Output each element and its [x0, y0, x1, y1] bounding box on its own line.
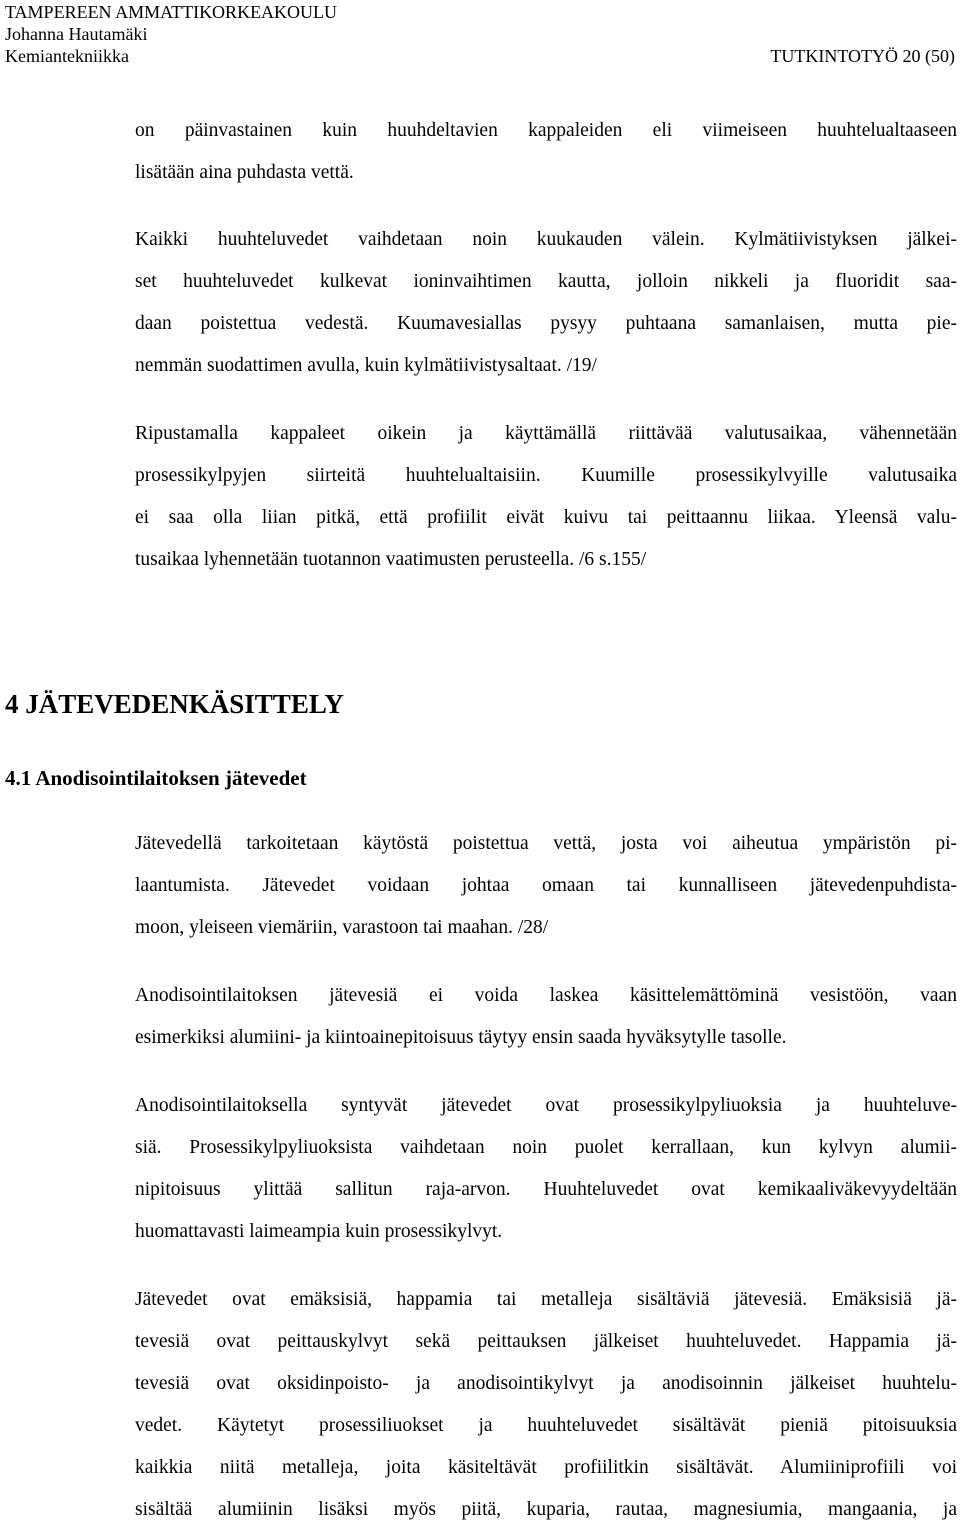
text-line: tusaikaa lyhennetään tuotannon vaatimusten perusteella. /6 s.155/	[135, 549, 647, 570]
text-line: set huuhteluvedet kulkevat ioninvaihtimen kautta, jolloin nikkeli ja fluoridit saa-	[135, 271, 957, 292]
thesis-page-number: TUTKINTOTYÖ 20 (50)	[770, 46, 955, 66]
text-line: Jätevedet ovat emäksisiä, happamia tai metalleja sisältäviä jätevesiä. Emäksisiä jä-	[135, 1289, 957, 1310]
text-line: laantumista. Jätevedet voidaan johtaa omaan tai kunnalliseen jätevedenpuhdista-	[135, 875, 957, 896]
text-line: lisätään aina puhdasta vettä.	[135, 162, 354, 183]
text-line: huomattavasti laimeampia kuin prosessikylvyt.	[135, 1221, 503, 1242]
author-name: Johanna Hautamäki	[5, 24, 148, 44]
text-line: nemmän suodattimen avulla, kuin kylmätiivistysaltaat. /19/	[135, 355, 597, 376]
school-name: TAMPEREEN AMMATTIKORKEAKOULU	[5, 2, 338, 22]
text-line: Jätevedellä tarkoitetaan käytöstä poistettua vettä, josta voi aiheutua ympäristön pi-	[135, 833, 957, 854]
text-line: daan poistettua vedestä. Kuumavesiallas pysyy puhtaana samanlaisen, mutta pie-	[135, 313, 957, 334]
text-line: ei saa olla liian pitkä, että profiilit eivät kuivu tai peittaannu liikaa. Yleensä valu-	[135, 507, 957, 528]
text-line: nipitoisuus ylittää sallitun raja-arvon. Huuhteluvedet ovat kemikaaliväkevyydeltään	[135, 1179, 957, 1200]
section-heading: 4.1 Anodisointilaitoksen jätevedet	[5, 766, 307, 790]
text-line: Kaikki huuhteluvedet vaihdetaan noin kuukauden välein. Kylmätiivistyksen jälkei-	[135, 229, 957, 250]
text-line: sisältää alumiinin lisäksi myös piitä, kuparia, rautaa, magnesiumia, mangaania, ja	[135, 1499, 957, 1520]
text-line: on päinvastainen kuin huuhdeltavien kappaleiden eli viimeiseen huuhtelualtaaseen	[135, 120, 957, 141]
text-line: Anodisointilaitoksen jätevesiä ei voida laskea käsittelemättöminä vesistöön, vaan	[135, 985, 957, 1006]
text-line: Ripustamalla kappaleet oikein ja käyttämällä riittävää valutusaikaa, vähennetään	[135, 423, 957, 444]
text-line: Anodisointilaitoksella syntyvät jätevedet ovat prosessikylpyliuoksia ja huuhteluve-	[135, 1095, 957, 1116]
text-line: siä. Prosessikylpyliuoksista vaihdetaan noin puolet kerrallaan, kun kylvyn alumii-	[135, 1137, 957, 1158]
text-line: tevesiä ovat peittauskylvyt sekä peittauksen jälkeiset huuhteluvedet. Happamia jä-	[135, 1331, 957, 1352]
text-line: vedet. Käytetyt prosessiliuokset ja huuhteluvedet sisältävät pieniä pitoisuuksia	[135, 1415, 957, 1436]
text-line: prosessikylpyjen siirteitä huuhtelualtaisiin. Kuumille prosessikylvyille valutusaika	[135, 465, 957, 486]
text-line: esimerkiksi alumiini- ja kiintoainepitoisuus täytyy ensin saada hyväksytylle tasolle.	[135, 1027, 787, 1048]
chapter-heading: 4 JÄTEVEDENKÄSITTELY	[5, 689, 344, 719]
department-name: Kemiantekniikka	[5, 46, 129, 66]
text-line: kaikkia niitä metalleja, joita käsiteltävät profiilitkin sisältävät. Alumiiniprofiili voi	[135, 1457, 957, 1478]
text-line: moon, yleiseen viemäriin, varastoon tai maahan. /28/	[135, 917, 549, 938]
text-line: tevesiä ovat oksidinpoisto- ja anodisointikylvyt ja anodisoinnin jälkeiset huuhtelu-	[135, 1373, 957, 1394]
